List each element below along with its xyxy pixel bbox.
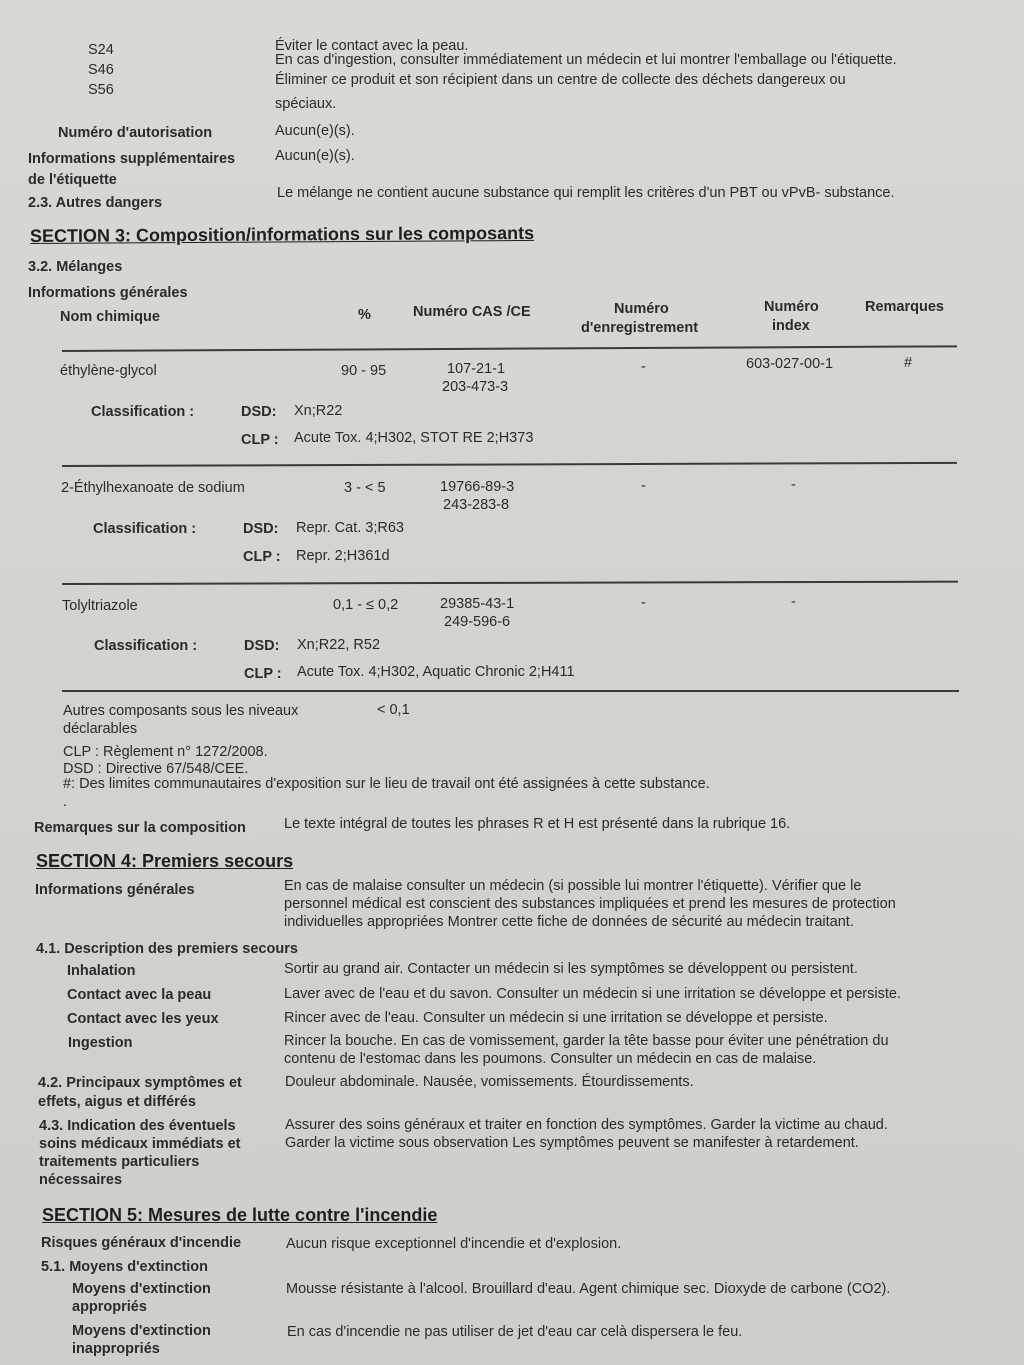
extra-label-label: Informations supplémentaires (28, 151, 236, 167)
other-hazards-label: 2.3. Autres dangers (28, 195, 163, 211)
row-clp: Acute Tox. 4;H302, Aquatic Chronic 2;H411 (297, 664, 575, 680)
classification-label: Classification : (91, 404, 195, 420)
row-reg: - (641, 359, 646, 375)
row-cas: 29385-43-1 (440, 596, 515, 612)
row-pct: 3 - < 5 (344, 480, 386, 496)
ingestion-text: Rincer la bouche. En cas de vomissement, garder la tête basse pour éviter une pénétration du (284, 1033, 889, 1049)
section5-title: SECTION 5: Mesures de lutte contre l'incendie (42, 1205, 438, 1225)
row-name: Tolyltriazole (62, 598, 138, 614)
note-dot: . (63, 794, 68, 810)
header-pct: % (358, 307, 371, 323)
row-index: - (791, 477, 796, 493)
general-label: Informations générales (35, 882, 195, 898)
note-hash: #: Des limites communautaires d'exposition sur le lieu de travail ont été assignées à cette substance. (63, 776, 710, 792)
row-pct: 0,1 - ≤ 0,2 (333, 597, 399, 613)
row-index: - (791, 594, 796, 610)
row-ce: 203-473-3 (442, 379, 509, 395)
row-index: 603-027-00-1 (746, 356, 834, 372)
inhalation-label: Inhalation (67, 963, 136, 979)
table-rule (62, 462, 957, 467)
header-remarks: Remarques (865, 299, 944, 315)
row-reg: - (641, 478, 646, 494)
composition-text: Le texte intégral de toutes les phrases R et H est présenté dans la rubrique 16. (284, 816, 791, 832)
medical-label: 4.3. Indication des éventuels (39, 1118, 236, 1134)
section3-title: SECTION 3: Composition/informations sur les composants (29, 222, 535, 246)
other-components-pct: < 0,1 (377, 702, 410, 718)
other-hazards-value: Le mélange ne contient aucune substance qui remplit les critères d'un PBT ou vPvB- substance. (277, 185, 895, 201)
classification-label: Classification : (94, 638, 198, 654)
row-cas: 107-21-1 (447, 361, 506, 377)
ingestion-label: Ingestion (68, 1035, 133, 1051)
skin-contact-text: Laver avec de l'eau et du savon. Consulter un médecin si une irritation se développe et persiste. (284, 986, 901, 1002)
row-reg: - (641, 595, 646, 611)
section3-general: Informations générales (28, 285, 188, 301)
header-index: Numéro (764, 299, 819, 315)
dsd-label: DSD: (244, 638, 280, 654)
suitable-means-label: appropriés (72, 1299, 147, 1315)
s-text: Éviter le contact avec la peau. (275, 38, 469, 54)
header-name: Nom chimique (60, 309, 160, 325)
note-clp: CLP : Règlement n° 1272/2008. (63, 744, 268, 760)
unsuitable-means-label: Moyens d'extinction (72, 1323, 211, 1339)
first-aid-description: 4.1. Description des premiers secours (36, 941, 298, 957)
medical-text: Assurer des soins généraux et traiter en fonction des symptômes. Garder la victime au chaud. (285, 1117, 888, 1133)
row-dsd: Xn;R22, R52 (297, 637, 381, 653)
table-rule (62, 581, 958, 585)
symptoms-label: effets, aigus et différés (38, 1094, 196, 1110)
row-cas: 19766-89-3 (440, 479, 515, 495)
s-text: En cas d'ingestion, consulter immédiatement un médecin et lui montrer l'emballage ou l'étiquette. (275, 52, 897, 68)
medical-text: Garder la victime sous observation Les symptômes peuvent se manifester à retardement. (285, 1135, 859, 1151)
extra-label-label: de l'étiquette (28, 172, 117, 188)
row-ce: 243-283-8 (443, 497, 510, 513)
other-components: déclarables (63, 721, 138, 737)
medical-label: traitements particuliers (39, 1154, 200, 1170)
section4-title: SECTION 4: Premiers secours (36, 851, 294, 871)
composition-label: Remarques sur la composition (34, 820, 246, 836)
eye-contact-text: Rincer avec de l'eau. Consulter un médecin si une irritation se développe et persiste. (284, 1010, 828, 1026)
clp-label: CLP : (243, 549, 281, 565)
note-dsd: DSD : Directive 67/548/CEE. (63, 761, 249, 777)
suitable-means-text: Mousse résistante à l'alcool. Brouillard d'eau. Agent chimique sec. Dioxyde de carbone (CO2). (286, 1281, 891, 1297)
general-text: personnel médical est conscient des substances impliquées et prend les mesures de protection (284, 896, 896, 912)
row-clp: Repr. 2;H361d (296, 548, 390, 564)
s-code: S24 (88, 42, 114, 58)
clp-label: CLP : (241, 432, 279, 448)
general-text: En cas de malaise consulter un médecin (si possible lui montrer l'étiquette). Vérifier que le (284, 878, 862, 894)
fire-risk-text: Aucun risque exceptionnel d'incendie et d'explosion. (286, 1236, 622, 1252)
table-rule (62, 690, 959, 692)
section3-sub: 3.2. Mélanges (28, 259, 123, 275)
authorisation-value: Aucun(e)(s). (275, 123, 355, 139)
row-dsd: Xn;R22 (294, 403, 343, 419)
header-reg: d'enregistrement (581, 320, 699, 336)
skin-contact-label: Contact avec la peau (67, 987, 212, 1003)
fire-risk-label: Risques généraux d'incendie (41, 1235, 242, 1251)
row-name: éthylène-glycol (60, 363, 157, 379)
symptoms-label: 4.2. Principaux symptômes et (38, 1075, 242, 1091)
medical-label: soins médicaux immédiats et (39, 1136, 241, 1152)
s-code: S46 (88, 62, 114, 78)
header-index: index (772, 318, 810, 334)
row-dsd: Repr. Cat. 3;R63 (296, 520, 404, 536)
classification-label: Classification : (93, 521, 197, 537)
symptoms-text: Douleur abdominale. Nausée, vomissements. Étourdissements. (285, 1074, 694, 1090)
s-text: spéciaux. (275, 96, 337, 112)
medical-label: nécessaires (39, 1172, 123, 1188)
row-clp: Acute Tox. 4;H302, STOT RE 2;H373 (294, 430, 534, 446)
dsd-label: DSD: (243, 521, 279, 537)
general-text: individuelles appropriées Montrer cette fiche de données de sécurité au médecin traitant. (284, 914, 854, 930)
extinguishing-label: 5.1. Moyens d'extinction (41, 1259, 209, 1275)
header-reg: Numéro (614, 301, 669, 317)
unsuitable-means-text: En cas d'incendie ne pas utiliser de jet d'eau car celà dispersera le feu. (287, 1324, 743, 1340)
other-components: Autres composants sous les niveaux (63, 703, 299, 719)
authorisation-label: Numéro d'autorisation (58, 125, 213, 141)
clp-label: CLP : (244, 666, 282, 682)
suitable-means-label: Moyens d'extinction (72, 1281, 211, 1297)
extra-label-value: Aucun(e)(s). (275, 148, 355, 164)
table-rule (62, 345, 957, 351)
row-pct: 90 - 95 (341, 363, 387, 379)
ingestion-text: contenu de l'estomac dans les poumons. Consulter un médecin en cas de malaise. (284, 1051, 817, 1067)
s-code: S56 (88, 82, 114, 98)
s-text: Éliminer ce produit et son récipient dans un centre de collecte des déchets dangereux ou (275, 72, 846, 88)
eye-contact-label: Contact avec les yeux (67, 1011, 219, 1027)
row-name: 2-Éthylhexanoate de sodium (61, 480, 245, 496)
row-remarks: # (904, 355, 913, 371)
row-ce: 249-596-6 (444, 614, 511, 630)
unsuitable-means-label: inappropriés (72, 1341, 160, 1357)
inhalation-text: Sortir au grand air. Contacter un médecin si les symptômes se développent ou persistent. (284, 961, 858, 977)
dsd-label: DSD: (241, 404, 277, 420)
header-cas: Numéro CAS /CE (413, 304, 531, 320)
